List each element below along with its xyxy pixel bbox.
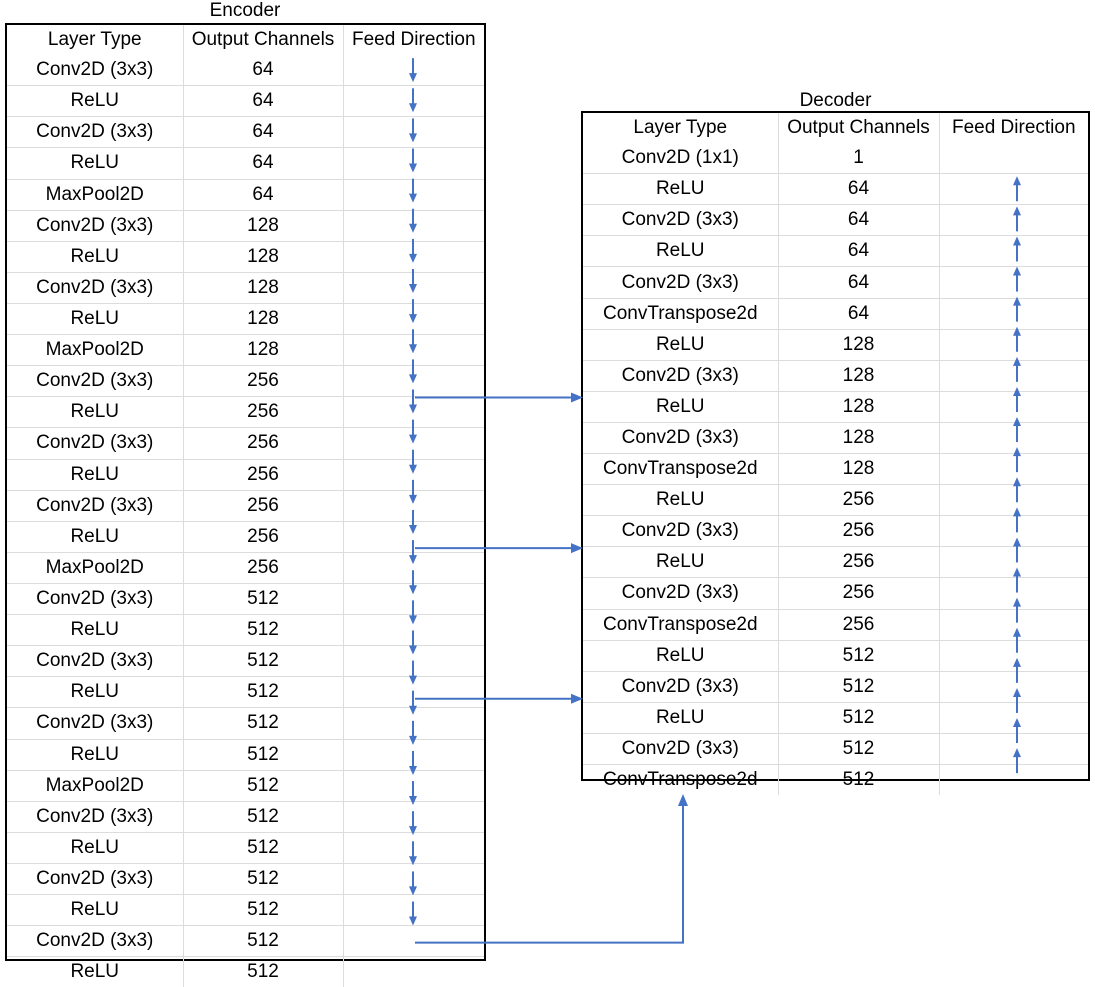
- table-row: [583, 764, 1088, 795]
- table-row: [583, 609, 1088, 640]
- layer-type-cell: Conv2D (3x3): [583, 267, 778, 298]
- table-row: [7, 179, 484, 210]
- layer-type-cell: Conv2D (3x3): [7, 583, 183, 614]
- table-row: [7, 615, 484, 646]
- layer-type-cell: ReLU: [583, 236, 778, 267]
- output-channels-cell: 512: [183, 708, 343, 739]
- output-channels-cell: 256: [778, 485, 939, 516]
- feed-direction-cell: [343, 210, 484, 241]
- encoder-header-feed-direction: Feed Direction: [351, 29, 476, 51]
- table-row: [7, 552, 484, 583]
- output-channels-cell: 512: [778, 671, 939, 702]
- layer-type-cell: ReLU: [7, 397, 183, 428]
- output-channels-cell: 512: [183, 770, 343, 801]
- layer-type-cell: ReLU: [583, 640, 778, 671]
- output-channels-cell: 512: [778, 733, 939, 764]
- feed-direction-cell: [343, 521, 484, 552]
- table-row: [7, 428, 484, 459]
- table-row: [7, 583, 484, 614]
- table-row: [7, 148, 484, 179]
- output-channels-cell: 512: [183, 863, 343, 894]
- output-channels-cell: 256: [778, 609, 939, 640]
- decoder-table-body: [583, 143, 1088, 795]
- feed-direction-cell: [939, 236, 1088, 267]
- output-channels-cell: 512: [778, 764, 939, 795]
- feed-direction-cell: [343, 615, 484, 646]
- table-row: [583, 671, 1088, 702]
- output-channels-cell: 256: [778, 578, 939, 609]
- output-channels-cell: 512: [183, 739, 343, 770]
- layer-type-cell: ConvTranspose2d: [583, 764, 778, 795]
- output-channels-cell: 128: [778, 329, 939, 360]
- feed-direction-cell: [939, 609, 1088, 640]
- table-row: [7, 708, 484, 739]
- table-row: [7, 210, 484, 241]
- layer-type-cell: Conv2D (3x3): [7, 117, 183, 148]
- feed-direction-cell: [343, 739, 484, 770]
- output-channels-cell: 64: [778, 174, 939, 205]
- output-channels-cell: 256: [778, 547, 939, 578]
- feed-direction-cell: [343, 490, 484, 521]
- feed-direction-cell: [343, 241, 484, 272]
- feed-direction-cell: [939, 360, 1088, 391]
- output-channels-cell: 64: [183, 148, 343, 179]
- layer-type-cell: ReLU: [7, 957, 183, 987]
- feed-direction-cell: [939, 485, 1088, 516]
- output-channels-cell: 128: [183, 210, 343, 241]
- feed-direction-cell: [343, 335, 484, 366]
- feed-direction-cell: [343, 428, 484, 459]
- output-channels-cell: 64: [183, 117, 343, 148]
- output-channels-cell: 512: [183, 832, 343, 863]
- encoder-table-panel: [5, 23, 486, 983]
- layer-type-cell: ConvTranspose2d: [583, 298, 778, 329]
- layer-type-cell: Conv2D (3x3): [583, 733, 778, 764]
- feed-direction-cell: [939, 547, 1088, 578]
- layer-type-cell: Conv2D (3x3): [583, 422, 778, 453]
- layer-type-cell: Conv2D (3x3): [583, 205, 778, 236]
- feed-direction-cell: [939, 267, 1088, 298]
- encoder-title: Encoder: [209, 0, 281, 21]
- table-row: [7, 957, 484, 987]
- output-channels-cell: 512: [778, 702, 939, 733]
- decoder-header-output-channels: Output Channels: [778, 113, 939, 143]
- feed-direction-cell: [343, 552, 484, 583]
- feed-direction-cell: [343, 583, 484, 614]
- feed-direction-cell: [939, 174, 1088, 205]
- encoder-table: [7, 25, 484, 987]
- table-row: [583, 702, 1088, 733]
- table-row: [7, 895, 484, 926]
- table-row: [583, 454, 1088, 485]
- table-row: [7, 55, 484, 86]
- layer-type-cell: Conv2D (3x3): [583, 516, 778, 547]
- layer-type-cell: Conv2D (3x3): [7, 863, 183, 894]
- layer-type-cell: ReLU: [7, 895, 183, 926]
- table-row: [583, 516, 1088, 547]
- table-row: [583, 422, 1088, 453]
- table-row: [7, 739, 484, 770]
- table-row: [7, 272, 484, 303]
- feed-direction-cell: [939, 671, 1088, 702]
- feed-direction-cell: [343, 303, 484, 334]
- output-channels-cell: 128: [778, 360, 939, 391]
- encoder-header-layer-type: Layer Type: [7, 25, 183, 55]
- layer-type-cell: ReLU: [583, 329, 778, 360]
- output-channels-cell: 512: [183, 926, 343, 957]
- table-row: [583, 485, 1088, 516]
- output-channels-cell: 128: [778, 391, 939, 422]
- table-row: [7, 241, 484, 272]
- layer-type-cell: Conv2D (3x3): [7, 646, 183, 677]
- table-row: [7, 117, 484, 148]
- feed-direction-cell: [343, 179, 484, 210]
- output-channels-cell: 128: [778, 422, 939, 453]
- feed-direction-cell: [343, 895, 484, 926]
- feed-direction-cell: [343, 397, 484, 428]
- layer-type-cell: ConvTranspose2d: [583, 609, 778, 640]
- encoder-header-row: [7, 25, 484, 55]
- output-channels-cell: 64: [778, 267, 939, 298]
- output-channels-cell: 128: [778, 454, 939, 485]
- output-channels-cell: 512: [183, 646, 343, 677]
- table-row: [7, 459, 484, 490]
- layer-type-cell: ReLU: [7, 521, 183, 552]
- table-row: [583, 143, 1088, 174]
- feed-direction-cell: [343, 646, 484, 677]
- output-channels-cell: 256: [183, 459, 343, 490]
- feed-direction-cell: [343, 708, 484, 739]
- layer-type-cell: ReLU: [7, 615, 183, 646]
- layer-type-cell: ReLU: [583, 174, 778, 205]
- table-row: [7, 86, 484, 117]
- decoder-title: Decoder: [799, 90, 872, 111]
- layer-type-cell: Conv2D (3x3): [583, 360, 778, 391]
- output-channels-cell: 512: [183, 801, 343, 832]
- layer-type-cell: ReLU: [583, 391, 778, 422]
- layer-type-cell: ReLU: [583, 547, 778, 578]
- table-row: [583, 329, 1088, 360]
- layer-type-cell: Conv2D (1x1): [583, 143, 778, 174]
- table-row: [7, 490, 484, 521]
- up-arrow-icon: [678, 794, 688, 806]
- table-row: [7, 646, 484, 677]
- table-row: [583, 640, 1088, 671]
- feed-direction-cell: [343, 148, 484, 179]
- feed-direction-cell: [343, 55, 484, 86]
- feed-direction-cell: [939, 422, 1088, 453]
- output-channels-cell: 512: [183, 677, 343, 708]
- output-channels-cell: 64: [183, 55, 343, 86]
- layer-type-cell: Conv2D (3x3): [7, 272, 183, 303]
- layer-type-cell: ConvTranspose2d: [583, 454, 778, 485]
- layer-type-cell: Conv2D (3x3): [583, 578, 778, 609]
- table-row: [7, 926, 484, 957]
- decoder-header-feed-direction: Feed Direction: [951, 117, 1076, 139]
- output-channels-cell: 64: [183, 179, 343, 210]
- table-row: [583, 205, 1088, 236]
- output-channels-cell: 512: [183, 615, 343, 646]
- output-channels-cell: 128: [183, 335, 343, 366]
- output-channels-cell: 256: [778, 516, 939, 547]
- decoder-header-row: [583, 113, 1088, 143]
- table-row: [583, 391, 1088, 422]
- decoder-header-layer-type: Layer Type: [583, 113, 778, 143]
- feed-direction-cell: [343, 801, 484, 832]
- layer-type-cell: MaxPool2D: [7, 179, 183, 210]
- table-row: [583, 578, 1088, 609]
- feed-direction-cell: [343, 832, 484, 863]
- table-row: [583, 236, 1088, 267]
- feed-direction-cell: [343, 863, 484, 894]
- layer-type-cell: ReLU: [583, 702, 778, 733]
- table-row: [7, 832, 484, 863]
- feed-direction-cell: [939, 764, 1088, 795]
- feed-direction-cell: [343, 770, 484, 801]
- layer-type-cell: ReLU: [7, 86, 183, 117]
- feed-direction-cell: [343, 366, 484, 397]
- output-channels-cell: 128: [183, 272, 343, 303]
- feed-direction-cell: [343, 86, 484, 117]
- table-row: [583, 733, 1088, 764]
- feed-direction-cell: [939, 143, 1088, 174]
- encoder-table-body: [7, 55, 484, 987]
- layer-type-cell: ReLU: [7, 303, 183, 334]
- output-channels-cell: 256: [183, 428, 343, 459]
- layer-type-cell: ReLU: [7, 459, 183, 490]
- table-row: [7, 521, 484, 552]
- output-channels-cell: 512: [183, 957, 343, 987]
- feed-direction-cell: [939, 733, 1088, 764]
- encoder-header-output-channels: Output Channels: [183, 25, 343, 55]
- table-row: [583, 547, 1088, 578]
- table-row: [7, 801, 484, 832]
- layer-type-cell: ReLU: [583, 485, 778, 516]
- output-channels-cell: 1: [778, 143, 939, 174]
- layer-type-cell: Conv2D (3x3): [7, 366, 183, 397]
- feed-direction-cell: [343, 926, 484, 957]
- feed-direction-cell: [939, 702, 1088, 733]
- output-channels-cell: 256: [183, 366, 343, 397]
- output-channels-cell: 512: [778, 640, 939, 671]
- layer-type-cell: ReLU: [7, 739, 183, 770]
- feed-direction-cell: [939, 205, 1088, 236]
- table-row: [7, 335, 484, 366]
- output-channels-cell: 256: [183, 521, 343, 552]
- output-channels-cell: 128: [183, 241, 343, 272]
- layer-type-cell: Conv2D (3x3): [7, 801, 183, 832]
- layer-type-cell: Conv2D (3x3): [7, 55, 183, 86]
- layer-type-cell: MaxPool2D: [7, 770, 183, 801]
- layer-type-cell: ReLU: [7, 148, 183, 179]
- output-channels-cell: 256: [183, 490, 343, 521]
- layer-type-cell: Conv2D (3x3): [7, 708, 183, 739]
- decoder-table-panel: [581, 111, 1090, 791]
- table-row: [7, 770, 484, 801]
- output-channels-cell: 512: [183, 895, 343, 926]
- feed-direction-cell: [939, 298, 1088, 329]
- layer-type-cell: Conv2D (3x3): [583, 671, 778, 702]
- feed-direction-cell: [343, 677, 484, 708]
- output-channels-cell: 512: [183, 583, 343, 614]
- output-channels-cell: 64: [778, 298, 939, 329]
- table-row: [7, 677, 484, 708]
- feed-direction-cell: [343, 957, 484, 987]
- feed-direction-cell: [939, 329, 1088, 360]
- output-channels-cell: 64: [778, 205, 939, 236]
- layer-type-cell: Conv2D (3x3): [7, 428, 183, 459]
- output-channels-cell: 64: [778, 236, 939, 267]
- output-channels-cell: 64: [183, 86, 343, 117]
- feed-direction-cell: [939, 578, 1088, 609]
- decoder-table: [583, 113, 1088, 795]
- feed-direction-cell: [343, 117, 484, 148]
- layer-type-cell: Conv2D (3x3): [7, 926, 183, 957]
- feed-direction-cell: [343, 272, 484, 303]
- feed-direction-cell: [939, 640, 1088, 671]
- table-row: [7, 863, 484, 894]
- feed-direction-cell: [939, 516, 1088, 547]
- layer-type-cell: MaxPool2D: [7, 335, 183, 366]
- layer-type-cell: MaxPool2D: [7, 552, 183, 583]
- layer-type-cell: ReLU: [7, 832, 183, 863]
- table-row: [583, 360, 1088, 391]
- table-row: [7, 303, 484, 334]
- output-channels-cell: 128: [183, 303, 343, 334]
- layer-type-cell: ReLU: [7, 677, 183, 708]
- feed-direction-cell: [343, 459, 484, 490]
- table-row: [7, 366, 484, 397]
- output-channels-cell: 256: [183, 397, 343, 428]
- feed-direction-cell: [939, 391, 1088, 422]
- table-row: [583, 174, 1088, 205]
- layer-type-cell: Conv2D (3x3): [7, 490, 183, 521]
- table-row: [583, 298, 1088, 329]
- table-row: [583, 267, 1088, 298]
- output-channels-cell: 256: [183, 552, 343, 583]
- table-row: [7, 397, 484, 428]
- layer-type-cell: ReLU: [7, 241, 183, 272]
- feed-direction-cell: [939, 454, 1088, 485]
- layer-type-cell: Conv2D (3x3): [7, 210, 183, 241]
